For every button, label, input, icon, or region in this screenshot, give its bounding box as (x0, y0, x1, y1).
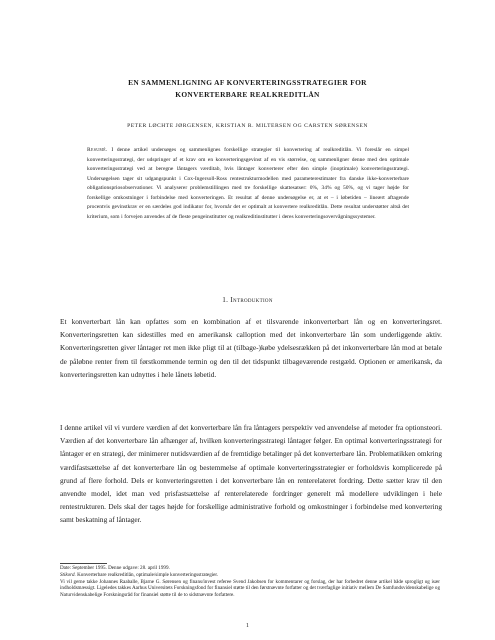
abstract-text: I denne artikel undersøges og sammenlignes forskellige strategier til konvertering af realkreditlån. Vi foreslår en simpel konverteringsstrategi, der udspringer af et krav om en konverteringsgevinst af en vis størrelse, og sammenligner denne med den optimale konverteringsstrategi ved at beregne låntagers værditab, hvis låntager konverterer efter den simple (inoptimale) konverteringsstrategi. Undersøgelsen tager sit udgangspunkt i Cox-Ingersoll-Ross rentestrukturmodellen med parameterestimater fra danske ikke-konverterbare obligationspriosobservationer. Vi analyserer problemstillingen med tre forskellige skattesatser: 0%, 34% og 50%, og vi tager højde for forskellige omkostninger i forbindelse med konverteringen. Et resultat af denne undersøgelse er, at et – i løbetiden – lineært aftagende procentvis gevinstkrav er en særdeles god indikator for, hvornår det er optimalt at konvertere realkreditlån. Dette resultat understøtter altså det kriterium, som i forvejen anvendes af de fleste pengeinstitutter og realkreditinstitutter i deres konverteringsovervågningssystemer. (87, 147, 409, 220)
body-paragraph-1: Et konverterbart lån kan opfattes som en kombination af et tilsvarende inkonverterbart lån og en konverteringsret. Konverteringsretten kan sidestilles med en amerikansk callоption med det inkonverterbare lån som underliggende aktiv. Konverteringsretten giver låntager ret men ikke pligt til at (tilbage-)købe ydelsesrækken på det inkonverterbare lån mod at betale de påløbne renter frem til førstkommende termin og den til det tidspunkt tilbageværende restgæld. Optionen er amerikansk, da konverteringsretten kan udnyttes i hele lånets løbetid. (60, 317, 442, 379)
page-number: 1 (246, 623, 249, 629)
abstract (87, 146, 409, 222)
footnote-keywords (60, 572, 440, 579)
footnote-thanks: Vi vil gerne takke Johannes Raaballe, Bjarne G. Sørensen og finans/invest referee Svend Jakobsen for kommentarer og forslag, der har forbedret denne artikel både sprogligt og især indholdsmæssigt. Ligeledes takkes Aarhus Universitets Forskningsfond for finansiel støtte til den førstnævnte forfatter og det tværfaglige initiativ mellem De Samfundsvidenskabelige og Naturvidenskabelige Forskningsråd for finansiel støtte til de to sidstnævnte forfattere. (60, 578, 440, 599)
keywords-label: Stikord. (60, 571, 76, 578)
section-number: 1. (222, 296, 229, 304)
section-title: Introduktion (230, 296, 273, 304)
author-list: PETER LØCHTE JØRGENSEN, KRISTIAN R. MILTERSEN OG CARSTEN SØRENSEN (127, 123, 368, 129)
paper-title (60, 77, 435, 101)
abstract-label: Resumé. (87, 147, 108, 153)
paper-title-line-1: EN SAMMENLIGNING AF KONVERTERINGSSTRATEGIER FOR (128, 78, 367, 87)
section-heading (0, 296, 495, 304)
body-paragraph-2: I denne artikel vil vi vurdere værdien af det konverterbare lån fra låntagers perspektiv ved anvendelse af metoder fra optionsteori. Værdien af det konverterbare lån afhænger af, hvilken konverteringsstrategi låntager følger. En optimal konverteringsstrategi for låntager er en strategi, der minimerer nutidsværdien af de fremtidige betalinger på det konverterbare lån. Problematikken omkring værdifastsættelse af det konverterbare lån og bestemmelse af optimale konverteringsstrategier er forholdsvis komplicerede på grund af flere forhold. Dels er konverteringsretten i det konverterbare lån en renterelateret fordring. Dette sætter krav til den anvendte model, idet man ved prisfastsættelse af renterelaterede fordringer generelt må modellere udviklingen i hele rentestrukturen. Dels skal der tages højde for forskellige administrative forhold og omkostninger i forbindelse med konvertering samt beskatning af låntager. (60, 423, 442, 525)
keywords-text: Konverterbare realkreditlån, optimale/simple konverteringsstrategier. (77, 571, 219, 578)
footnote-date: Date: September 1995. Denne udgave: 28. april 1999. (60, 565, 170, 571)
footnote-rule (60, 563, 107, 564)
paper-title-line-2: KONVERTERBARE REALKREDITLÅN (175, 90, 320, 99)
footnotes (60, 565, 440, 599)
